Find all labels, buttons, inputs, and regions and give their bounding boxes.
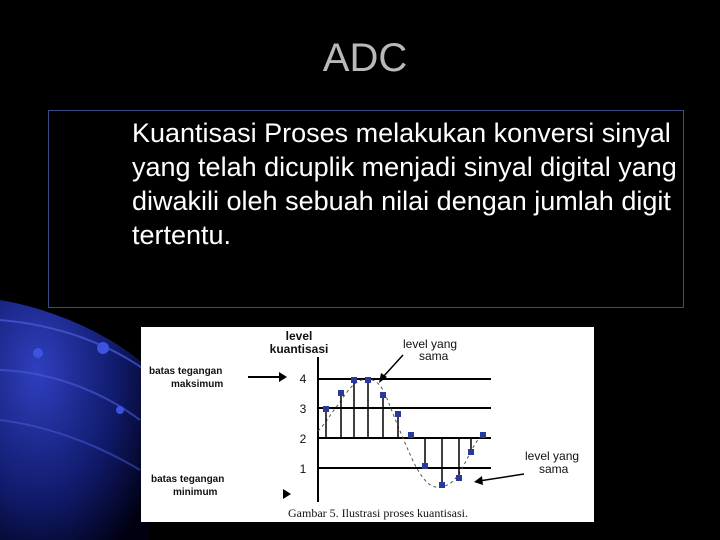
annot-bottom-line1: level yang [525, 449, 580, 463]
sample-point [439, 482, 445, 488]
arrow-min-icon [283, 489, 291, 499]
axis-label-line2: kuantisasi [269, 342, 329, 356]
axis-label-line1: level [285, 329, 313, 343]
sample-point [365, 377, 371, 383]
level-number-2: 2 [299, 432, 307, 446]
level-number-4: 4 [299, 372, 307, 386]
annot-bottom-pointer [479, 474, 524, 481]
decor-dot [33, 348, 43, 358]
sample-point [323, 406, 329, 412]
quantization-diagram [141, 327, 594, 522]
sample-point [456, 475, 462, 481]
sample-point [380, 392, 386, 398]
sample-point [408, 432, 414, 438]
annot-top-line2: sama [419, 349, 449, 363]
slide-body-text: Kuantisasi Proses melakukan konversi sinyal yang telah dicuplik menjadi sinyal digital yang diwakili oleh sebuah nilai dengan jumlah digit tertentu. [132, 118, 677, 250]
label-min-line1: batas tegangan [151, 474, 225, 485]
sample-point [395, 411, 401, 417]
level-number-1: 1 [299, 462, 307, 476]
sample-point [338, 390, 344, 396]
sample-point [468, 449, 474, 455]
sample-point [480, 432, 486, 438]
sample-stems [323, 377, 486, 488]
annot-bottom-arrowhead-icon [474, 476, 483, 485]
figure-caption: Gambar 5. Ilustrasi proses kuantisasi. [288, 506, 468, 520]
arrow-max-icon [248, 372, 287, 382]
sample-point [351, 377, 357, 383]
annot-top-pointer [383, 355, 403, 377]
decor-dot [97, 342, 109, 354]
annot-bottom-line2: sama [539, 462, 569, 476]
label-min-line2: minimum [173, 487, 218, 498]
label-max-line1: batas tegangan [149, 366, 223, 377]
label-max-line2: maksimum [171, 379, 224, 390]
annot-top-line1: level yang [403, 337, 458, 351]
sample-point [422, 463, 428, 469]
decor-dot [116, 406, 124, 414]
quantization-figure [141, 327, 594, 522]
level-number-3: 3 [299, 402, 307, 416]
slide-title: ADC [322, 36, 408, 80]
